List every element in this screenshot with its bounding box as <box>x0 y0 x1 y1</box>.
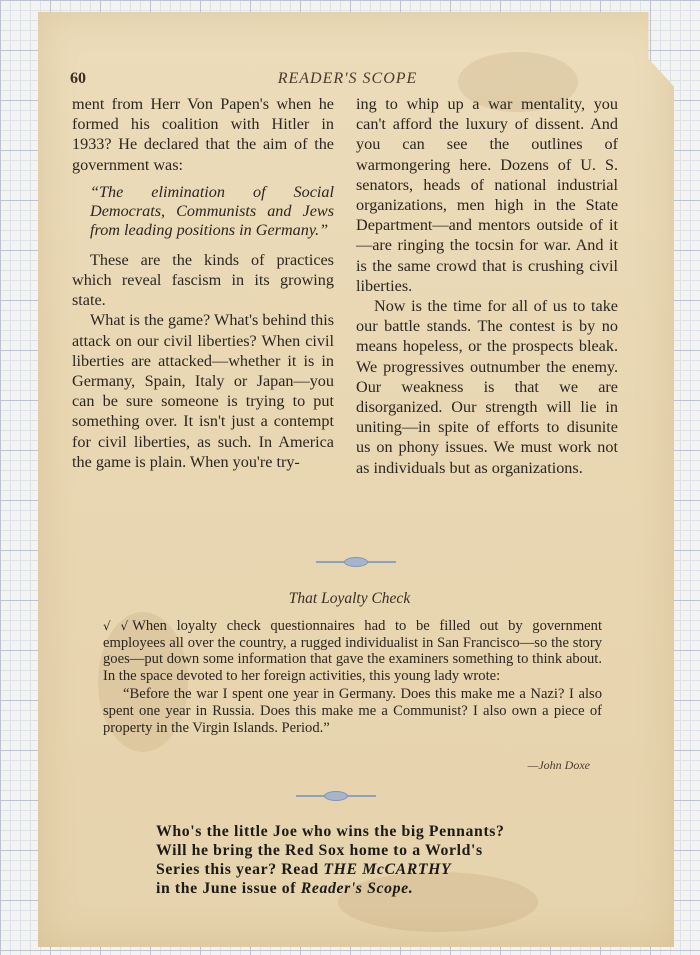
right-column <box>356 94 618 478</box>
page-number: 60 <box>70 70 86 87</box>
loyalty-check-item <box>103 618 602 736</box>
paragraph: ment from Herr Von Papen's when he formed his coalition with Hitler in 1933? He declared that the aim of the government was: <box>72 95 334 174</box>
promo-line: Will he bring the Red Sox home to a World's <box>156 842 483 859</box>
block-quote: “The elimination of Social Democrats, Communists and Jews from leading positions in Germany.” <box>90 182 334 239</box>
author-credit: —John Doxe <box>527 758 590 772</box>
page-header <box>70 70 625 92</box>
promo-line <box>156 860 556 879</box>
paragraph: What is the game? What's behind this attack on our civil liberties? When civil liberties are attacked—whether it is in Germany, Spain, Italy or Japan—you can be sure someone is trying to put something over. It isn't just a contempt for civil liberties, as such. In America the game is plain. When you're try- <box>72 311 334 471</box>
left-column <box>72 94 334 472</box>
running-title: READER'S SCOPE <box>277 70 418 87</box>
item-text: When loyalty check questionnaires had to be filled out by government employees all over the country, a rugged individualist in San Francisco—so the story goes—put down some information that gave the examiners something to think about. In the space devoted to her foreign activities, this young lady wrote: <box>103 618 602 684</box>
paragraph: Now is the time for all of us to take our battle stands. The contest is by no means hopeless, or the prospects bleak. We progressives outnumber the enemy. Our weakness is that we are disorganized. Our strength will lie in uniting—in spite of efforts to disunite us on phony issues. We must work not as individuals but as organizations. <box>356 297 618 477</box>
section-divider-ornament <box>296 790 376 802</box>
section-divider-ornament <box>316 556 396 568</box>
check-marks: √ √ <box>103 619 129 633</box>
item-quote: “Before the war I spent one year in Germany. Does this make me a Nazi? I also spent one year in Russia. Does this make me a Communist? I also own a piece of property in the Virgin Islands. Period.” <box>103 686 602 736</box>
promo-feature-title: THE McCARTHY <box>323 861 452 878</box>
promo-line: Who's the little Joe who wins the big Pennants? <box>156 823 505 840</box>
promo-text: Series this year? Read <box>156 861 319 878</box>
promo-text: in the June issue of <box>156 880 297 897</box>
item-body <box>103 618 602 684</box>
promo-box <box>156 822 556 898</box>
section-heading: That Loyalty Check <box>288 590 411 607</box>
promo-magazine-title: Reader's Scope. <box>300 880 414 897</box>
promo-line <box>156 879 556 898</box>
paragraph: ing to whip up a war mentality, you can't afford the luxury of dissent. And you can see the outlines of warmongering here. Dozens of U. S. senators, heads of national industrial organizations, men high in the State Department—and mentors outside of it—are ringing the tocsin for war. And it is the same crowd that is crushing civil liberties. <box>356 95 618 295</box>
paragraph: These are the kinds of practices which reveal fascism in its growing state. <box>72 250 334 310</box>
